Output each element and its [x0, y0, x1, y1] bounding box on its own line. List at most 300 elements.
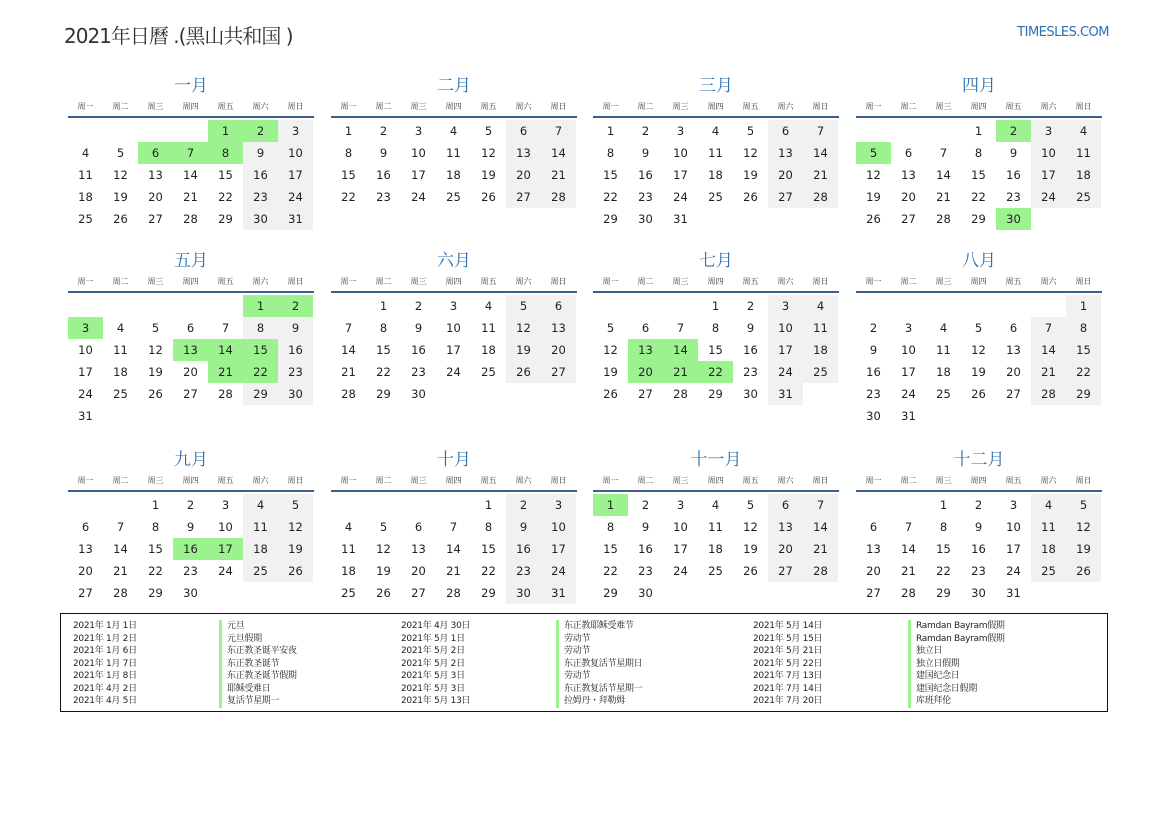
day-cell: 12 — [866, 168, 881, 182]
empty-day-cell — [891, 120, 926, 142]
weekday-label: 周一 — [77, 476, 94, 485]
day-cell: 18 — [1066, 164, 1101, 186]
legend-holiday-name: 东正教圣诞节假期 — [227, 671, 297, 681]
day-cell: 11 — [446, 146, 461, 160]
day-cell: 5 — [278, 494, 313, 516]
weekday-label: 周二 — [900, 102, 917, 111]
weekday-header — [331, 273, 577, 293]
day-cell: 26 — [1066, 560, 1101, 582]
legend-holiday-name: 东正教复活节星期日 — [564, 658, 643, 669]
holiday-day-cell: 8 — [208, 142, 243, 164]
day-cell: 21 — [541, 164, 576, 186]
day-cell: 20 — [148, 190, 163, 204]
day-cell: 6 — [81, 520, 90, 534]
day-cell: 2 — [379, 124, 388, 138]
day-cell: 26 — [971, 387, 986, 401]
weekday-label: 周日 — [287, 277, 304, 286]
day-grid — [331, 295, 577, 405]
day-cell: 31 — [768, 383, 803, 405]
day-grid — [856, 295, 1102, 427]
day-cell: 25 — [243, 560, 278, 582]
day-cell: 5 — [974, 321, 983, 335]
day-cell: 29 — [936, 586, 951, 600]
legend-date: 2021年 1月 7日 — [73, 658, 137, 669]
day-cell: 4 — [81, 146, 90, 160]
day-cell: 27 — [768, 560, 803, 582]
day-cell: 15 — [341, 168, 356, 182]
weekday-label: 周二 — [637, 476, 654, 485]
day-cell: 22 — [148, 564, 163, 578]
weekday-label: 周日 — [550, 102, 567, 111]
weekday-label: 周日 — [812, 277, 829, 286]
day-cell: 8 — [606, 520, 615, 534]
day-cell: 23 — [376, 190, 391, 204]
day-cell: 17 — [901, 365, 916, 379]
day-cell: 10 — [218, 520, 233, 534]
day-grid — [68, 120, 314, 230]
weekday-label: 周日 — [1075, 476, 1092, 485]
page-title: 2021年日曆 .(黑山共和国 ) — [64, 24, 293, 48]
day-cell: 24 — [1006, 564, 1021, 578]
day-cell: 12 — [506, 317, 541, 339]
weekday-label: 周日 — [550, 277, 567, 286]
empty-day-cell — [103, 120, 138, 142]
month-name: 七月 — [699, 251, 733, 271]
day-cell: 14 — [803, 142, 838, 164]
legend-holiday-name: 东正教圣诞平安夜 — [227, 646, 297, 656]
month-block — [331, 249, 577, 405]
day-cell: 11 — [708, 146, 723, 160]
day-cell: 7 — [803, 494, 838, 516]
day-cell: 8 — [344, 146, 353, 160]
day-cell: 18 — [936, 365, 951, 379]
legend-date: 2021年 5月 13日 — [401, 696, 471, 706]
weekday-label: 周五 — [742, 277, 759, 286]
day-cell: 15 — [376, 343, 391, 357]
day-cell: 23 — [638, 564, 653, 578]
day-cell: 7 — [1031, 317, 1066, 339]
weekday-label: 周六 — [1040, 277, 1057, 286]
day-cell: 7 — [116, 520, 125, 534]
brand-logo-text[interactable]: TIMESLES.COM — [1017, 25, 1109, 40]
month-block — [68, 249, 314, 427]
day-cell: 4 — [1031, 494, 1066, 516]
day-cell: 8 — [974, 146, 983, 160]
day-cell: 30 — [183, 586, 198, 600]
holiday-day-cell: 22 — [243, 361, 278, 383]
month-block — [331, 448, 577, 604]
weekday-header — [593, 472, 839, 492]
day-cell: 20 — [541, 339, 576, 361]
day-cell: 25 — [481, 365, 496, 379]
day-cell: 22 — [603, 190, 618, 204]
legend-holiday-name: 独立日 — [916, 646, 943, 656]
day-cell: 30 — [278, 383, 313, 405]
day-cell: 30 — [243, 208, 278, 230]
day-cell: 23 — [1006, 190, 1021, 204]
day-cell: 28 — [803, 560, 838, 582]
weekday-label: 周一 — [865, 277, 882, 286]
day-cell: 16 — [376, 168, 391, 182]
day-cell: 25 — [708, 190, 723, 204]
weekday-label: 周二 — [375, 476, 392, 485]
day-cell: 5 — [484, 124, 493, 138]
empty-day-cell — [103, 295, 138, 317]
month-name: 十月 — [437, 450, 471, 470]
day-cell: 29 — [218, 212, 233, 226]
day-grid — [68, 494, 314, 604]
day-cell: 9 — [506, 516, 541, 538]
weekday-label: 周日 — [287, 102, 304, 111]
weekday-label: 周五 — [480, 277, 497, 286]
day-cell: 16 — [638, 168, 653, 182]
day-cell: 29 — [1066, 383, 1101, 405]
empty-day-cell — [891, 494, 926, 516]
legend-date: 2021年 7月 13日 — [753, 671, 823, 681]
weekday-label: 周二 — [112, 476, 129, 485]
empty-day-cell — [331, 295, 366, 317]
day-cell: 15 — [481, 542, 496, 556]
weekday-label: 周六 — [515, 102, 532, 111]
day-cell: 19 — [743, 542, 758, 556]
day-cell: 19 — [376, 564, 391, 578]
day-grid — [68, 295, 314, 427]
day-cell: 4 — [449, 124, 458, 138]
day-cell: 30 — [638, 212, 653, 226]
day-cell: 12 — [971, 343, 986, 357]
empty-day-cell — [996, 295, 1031, 317]
legend-date: 2021年 1月 8日 — [73, 671, 137, 681]
day-cell: 19 — [278, 538, 313, 560]
empty-day-cell — [926, 120, 961, 142]
day-cell: 19 — [866, 190, 881, 204]
legend-date: 2021年 5月 22日 — [753, 658, 823, 669]
day-cell: 26 — [113, 212, 128, 226]
weekday-label: 周四 — [970, 277, 987, 286]
day-cell: 11 — [1066, 142, 1101, 164]
day-cell: 25 — [113, 387, 128, 401]
weekday-header — [331, 472, 577, 492]
day-grid — [593, 120, 839, 230]
day-cell: 24 — [218, 564, 233, 578]
day-cell: 6 — [506, 120, 541, 142]
day-cell: 20 — [183, 365, 198, 379]
holiday-day-cell: 1 — [243, 295, 278, 317]
day-cell: 3 — [676, 124, 685, 138]
day-cell: 28 — [673, 387, 688, 401]
holiday-day-cell: 1 — [593, 494, 628, 516]
empty-day-cell — [436, 494, 471, 516]
empty-day-cell — [138, 295, 173, 317]
day-cell: 23 — [743, 365, 758, 379]
day-cell: 1 — [151, 498, 160, 512]
day-cell: 1 — [484, 498, 493, 512]
weekday-header — [593, 273, 839, 293]
day-cell: 13 — [78, 542, 93, 556]
weekday-label: 周一 — [865, 476, 882, 485]
legend-holiday-name: 东正教复活节星期一 — [564, 683, 643, 694]
day-cell: 15 — [603, 168, 618, 182]
day-cell: 6 — [869, 520, 878, 534]
weekday-label: 周一 — [340, 102, 357, 111]
day-cell: 30 — [506, 582, 541, 604]
day-cell: 20 — [1006, 365, 1021, 379]
day-cell: 17 — [1006, 542, 1021, 556]
day-cell: 13 — [768, 142, 803, 164]
day-cell: 19 — [743, 168, 758, 182]
day-cell: 28 — [446, 586, 461, 600]
day-cell: 12 — [376, 542, 391, 556]
day-cell: 27 — [541, 361, 576, 383]
day-cell: 22 — [376, 365, 391, 379]
day-cell: 29 — [603, 212, 618, 226]
legend-names-col-2 — [556, 620, 642, 708]
day-cell: 3 — [904, 321, 913, 335]
day-cell: 19 — [1066, 538, 1101, 560]
day-grid — [593, 295, 839, 405]
day-cell: 21 — [803, 164, 838, 186]
day-cell: 10 — [1006, 520, 1021, 534]
day-cell: 19 — [603, 365, 618, 379]
day-cell: 13 — [1006, 343, 1021, 357]
legend-date: 2021年 5月 2日 — [401, 646, 465, 656]
day-cell: 6 — [1009, 321, 1018, 335]
day-cell: 5 — [746, 498, 755, 512]
day-cell: 27 — [183, 387, 198, 401]
empty-day-cell — [68, 120, 103, 142]
weekday-label: 周五 — [742, 102, 759, 111]
day-cell: 10 — [446, 321, 461, 335]
legend-holiday-name: 东正教圣诞节 — [227, 658, 280, 669]
empty-day-cell — [891, 295, 926, 317]
weekday-label: 周六 — [515, 277, 532, 286]
day-cell: 3 — [1031, 120, 1066, 142]
day-cell: 3 — [768, 295, 803, 317]
day-cell: 16 — [278, 339, 313, 361]
weekday-label: 周四 — [182, 102, 199, 111]
day-cell: 16 — [506, 538, 541, 560]
day-cell: 19 — [113, 190, 128, 204]
weekday-label: 周三 — [672, 277, 689, 286]
day-cell: 3 — [278, 120, 313, 142]
day-cell: 10 — [673, 146, 688, 160]
day-cell: 30 — [971, 586, 986, 600]
day-cell: 24 — [901, 387, 916, 401]
day-cell: 8 — [711, 321, 720, 335]
day-cell: 7 — [904, 520, 913, 534]
holiday-day-cell: 20 — [628, 361, 663, 383]
day-cell: 25 — [936, 387, 951, 401]
weekday-label: 周一 — [77, 102, 94, 111]
day-cell: 17 — [446, 343, 461, 357]
day-cell: 3 — [449, 299, 458, 313]
day-cell: 13 — [768, 516, 803, 538]
weekday-label: 周一 — [340, 476, 357, 485]
day-cell: 6 — [904, 146, 913, 160]
empty-day-cell — [68, 494, 103, 516]
day-cell: 14 — [341, 343, 356, 357]
holiday-day-cell: 2 — [243, 120, 278, 142]
day-cell: 10 — [78, 343, 93, 357]
day-cell: 31 — [901, 409, 916, 423]
day-cell: 20 — [768, 164, 803, 186]
day-cell: 31 — [541, 582, 576, 604]
day-cell: 10 — [278, 142, 313, 164]
empty-day-cell — [593, 295, 628, 317]
day-cell: 26 — [866, 212, 881, 226]
weekday-label: 周五 — [1005, 102, 1022, 111]
day-cell: 9 — [869, 343, 878, 357]
weekday-label: 周六 — [777, 476, 794, 485]
day-cell: 31 — [673, 212, 688, 226]
day-cell: 28 — [341, 387, 356, 401]
day-cell: 30 — [411, 387, 426, 401]
weekday-label: 周五 — [217, 476, 234, 485]
day-cell: 10 — [673, 520, 688, 534]
legend-date: 2021年 5月 14日 — [753, 621, 823, 631]
day-cell: 25 — [708, 564, 723, 578]
day-cell: 28 — [113, 586, 128, 600]
day-cell: 12 — [743, 146, 758, 160]
weekday-label: 周二 — [112, 102, 129, 111]
empty-day-cell — [856, 295, 891, 317]
month-block — [593, 74, 839, 230]
legend-names-col-1 — [219, 620, 297, 708]
day-cell: 24 — [278, 186, 313, 208]
weekday-label: 周三 — [147, 277, 164, 286]
empty-day-cell — [173, 120, 208, 142]
day-cell: 20 — [768, 538, 803, 560]
day-cell: 21 — [803, 538, 838, 560]
day-cell: 14 — [541, 142, 576, 164]
day-cell: 18 — [113, 365, 128, 379]
day-cell: 11 — [341, 542, 356, 556]
day-cell: 21 — [113, 564, 128, 578]
day-cell: 29 — [148, 586, 163, 600]
weekday-label: 周四 — [445, 102, 462, 111]
month-block — [68, 448, 314, 604]
weekday-header — [593, 98, 839, 118]
day-cell: 2 — [641, 498, 650, 512]
weekday-label: 周日 — [287, 476, 304, 485]
day-cell: 26 — [148, 387, 163, 401]
day-cell: 24 — [446, 365, 461, 379]
weekday-label: 周六 — [1040, 102, 1057, 111]
weekday-label: 周四 — [707, 277, 724, 286]
weekday-label: 周三 — [410, 476, 427, 485]
day-cell: 25 — [803, 361, 838, 383]
day-cell: 6 — [768, 120, 803, 142]
day-cell: 20 — [866, 564, 881, 578]
day-cell: 10 — [411, 146, 426, 160]
day-cell: 4 — [803, 295, 838, 317]
day-cell: 20 — [901, 190, 916, 204]
day-cell: 22 — [971, 190, 986, 204]
day-cell: 18 — [481, 343, 496, 357]
month-name: 九月 — [174, 450, 208, 470]
day-cell: 15 — [1066, 339, 1101, 361]
day-cell: 10 — [1031, 142, 1066, 164]
day-cell: 24 — [411, 190, 426, 204]
day-cell: 22 — [218, 190, 233, 204]
day-cell: 2 — [746, 299, 755, 313]
legend-date: 2021年 5月 15日 — [753, 633, 823, 644]
weekday-header — [68, 472, 314, 492]
day-cell: 5 — [746, 124, 755, 138]
day-cell: 20 — [506, 164, 541, 186]
legend-date: 2021年 1月 1日 — [73, 621, 137, 631]
day-cell: 9 — [974, 520, 983, 534]
empty-day-cell — [366, 494, 401, 516]
holiday-day-cell: 6 — [138, 142, 173, 164]
day-cell: 14 — [183, 168, 198, 182]
day-cell: 28 — [541, 186, 576, 208]
day-cell: 2 — [974, 498, 983, 512]
weekday-label: 周六 — [777, 102, 794, 111]
day-cell: 16 — [743, 343, 758, 357]
weekday-label: 周五 — [1005, 277, 1022, 286]
day-cell: 2 — [506, 494, 541, 516]
legend-date: 2021年 5月 3日 — [401, 671, 465, 681]
day-cell: 23 — [243, 186, 278, 208]
weekday-label: 周五 — [480, 476, 497, 485]
legend-date: 2021年 4月 2日 — [73, 683, 137, 694]
day-cell: 17 — [411, 168, 426, 182]
month-name: 二月 — [437, 76, 471, 96]
day-cell: 5 — [1066, 494, 1101, 516]
weekday-label: 周四 — [182, 277, 199, 286]
day-cell: 31 — [1006, 586, 1021, 600]
legend-holiday-name: Ramdan Bayram假期 — [916, 633, 1005, 644]
day-cell: 4 — [939, 321, 948, 335]
day-cell: 24 — [78, 387, 93, 401]
day-cell: 22 — [481, 564, 496, 578]
legend-holiday-name: 劳动节 — [564, 671, 591, 681]
day-cell: 20 — [78, 564, 93, 578]
day-cell: 11 — [481, 321, 496, 335]
day-cell: 23 — [183, 564, 198, 578]
weekday-label: 周六 — [1040, 476, 1057, 485]
day-cell: 31 — [278, 208, 313, 230]
day-cell: 5 — [606, 321, 615, 335]
day-cell: 8 — [151, 520, 160, 534]
weekday-label: 周二 — [900, 277, 917, 286]
day-cell: 18 — [708, 542, 723, 556]
day-cell: 16 — [866, 365, 881, 379]
day-cell: 19 — [506, 339, 541, 361]
weekday-label: 周五 — [217, 277, 234, 286]
weekday-label: 周五 — [742, 476, 759, 485]
holiday-day-cell: 17 — [208, 538, 243, 560]
day-cell: 24 — [673, 564, 688, 578]
day-cell: 13 — [148, 168, 163, 182]
day-cell: 1 — [606, 124, 615, 138]
month-name: 三月 — [699, 76, 733, 96]
holiday-legend — [60, 613, 1108, 712]
day-cell: 12 — [603, 343, 618, 357]
day-cell: 17 — [673, 168, 688, 182]
day-cell: 27 — [411, 586, 426, 600]
day-cell: 26 — [743, 190, 758, 204]
day-cell: 28 — [936, 212, 951, 226]
holiday-day-cell: 13 — [628, 339, 663, 361]
day-cell: 18 — [78, 190, 93, 204]
day-cell: 9 — [641, 520, 650, 534]
empty-day-cell — [926, 295, 961, 317]
holiday-day-cell: 5 — [856, 142, 891, 164]
month-name: 十一月 — [690, 450, 742, 470]
day-cell: 20 — [411, 564, 426, 578]
